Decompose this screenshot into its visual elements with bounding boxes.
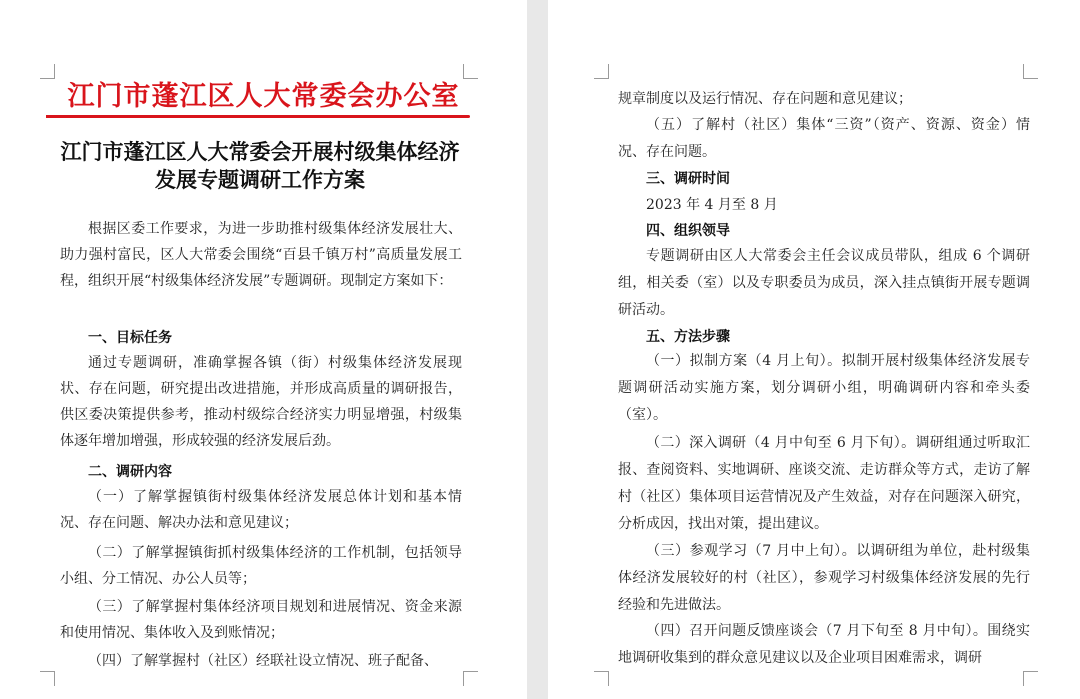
step-2: （二）深入调研（4 月中旬至 6 月下旬）。调研组通过听取汇报、查阅资料、实地调研、座谈交流、走访群众等方式，走访了解村（社区）集体项目运营情况及产生效益，对存在问题深入研究，分析成因，找出对策，提出建议。: [618, 435, 1030, 532]
content-item-1: （一）了解掌握镇街村级集体经济发展总体计划和基本情况、存在问题、解决办法和意见建议；: [60, 489, 462, 531]
content-item-4-start: （四）了解掌握村（社区）经联社设立情况、班子配备、: [88, 653, 438, 669]
content-item-4-continued: 规章制度以及运行情况、存在问题和意见建议；: [618, 91, 912, 107]
crop-mark: [1023, 671, 1038, 686]
crop-mark: [1023, 64, 1038, 79]
crop-mark: [40, 671, 55, 686]
content-item-5: （五）了解村（社区）集体“三资”（资产、资源、资金）情况、存在问题。: [618, 117, 1030, 160]
step-3: （三）参观学习（7 月中上旬）。以调研组为单位，赴村级集体经济发展较好的村（社区），参观学习村级集体经济发展的先行经验和先进做法。: [618, 543, 1030, 613]
crop-mark: [594, 64, 609, 79]
content-item-2: （二）了解掌握镇街抓村级集体经济的工作机制，包括领导小组、分工情况、办公人员等；: [60, 545, 462, 587]
section-heading-content: 二、调研内容: [88, 464, 172, 480]
masthead-title: 江门市蓬江区人大常委会办公室: [67, 81, 460, 112]
intro-paragraph: 根据区委工作要求，为进一步助推村级集体经济发展壮大、助力强村富民，区人大常委会围绕“百县千镇万村”高质量发展工程，组织开展“村级集体经济发展”专题调研。现制定方案如下：: [60, 221, 462, 289]
step-4-start: （四）召开问题反馈座谈会（7 月下旬至 8 月中旬）。围绕实地调研收集到的群众意见建议以及企业项目困难需求，调研: [618, 623, 1030, 666]
time-value: 2023 年 4 月至 8 月: [646, 197, 778, 213]
step-1: （一）拟制方案（4 月上旬）。拟制开展村级集体经济发展专题调研活动实施方案，划分调研小组，明确调研内容和牵头委（室）。: [618, 353, 1030, 423]
crop-mark: [594, 671, 609, 686]
goals-paragraph: 通过专题调研，准确掌握各镇（街）村级集体经济发展现状、存在问题，研究提出改进措施，并形成高质量的调研报告，供区委决策提供参考，推动村级综合经济实力明显增强，村级集体逐年增加增强，形成较强的经济发展后劲。: [60, 355, 462, 449]
section-heading-organization: 四、组织领导: [646, 223, 730, 239]
document-page-right: [548, 0, 1080, 699]
section-heading-steps: 五、方法步骤: [646, 329, 730, 345]
section-heading-goals: 一、目标任务: [88, 330, 172, 346]
section-heading-time: 三、调研时间: [646, 171, 730, 187]
title-line-1: 江门市蓬江区人大常委会开展村级集体经济: [60, 139, 460, 164]
document-title: [40, 138, 480, 194]
masthead-red-rule: [46, 115, 470, 118]
document-page-left: [0, 0, 527, 699]
organization-paragraph: 专题调研由区人大常委会主任会议成员带队，组成 6 个调研组，相关委（室）以及专职委员为成员，深入挂点镇街开展专题调研活动。: [618, 248, 1030, 318]
content-item-3: （三）了解掌握村集体经济项目规划和进展情况、资金来源和使用情况、集体收入及到账情况；: [60, 599, 462, 641]
title-line-2: 发展专题调研工作方案: [155, 167, 365, 192]
